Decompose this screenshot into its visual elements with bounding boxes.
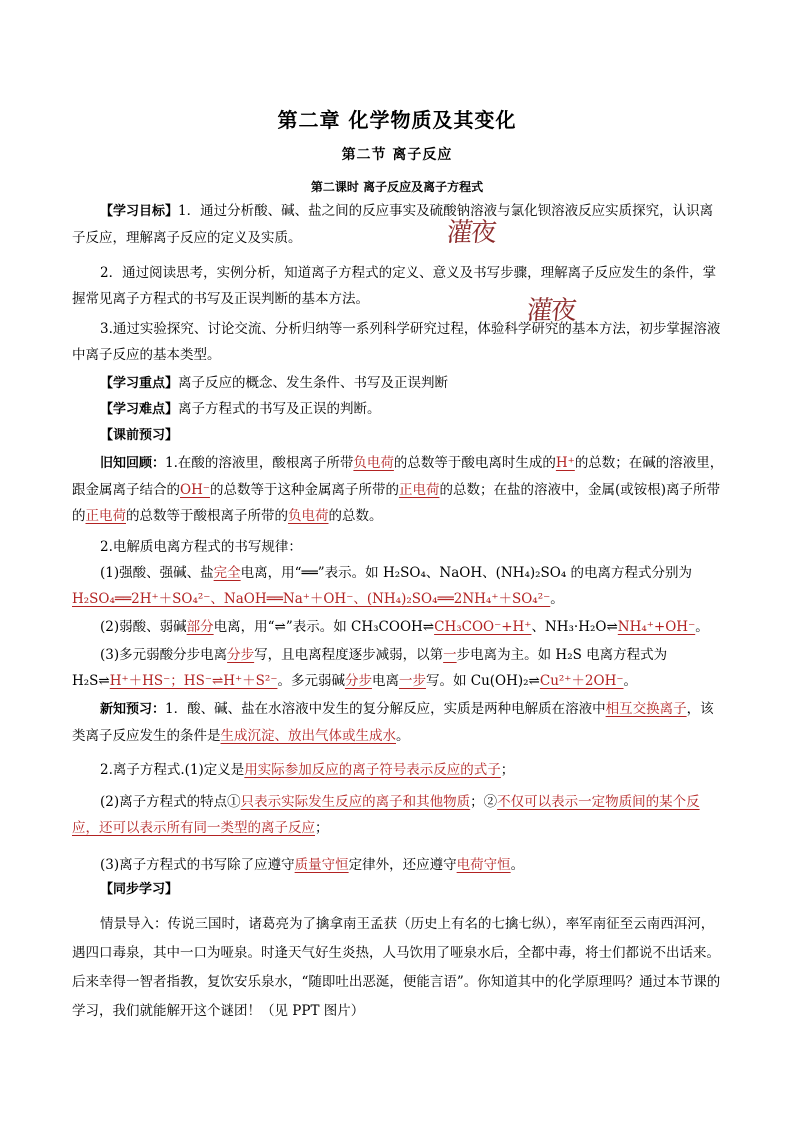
new-knowledge-2: 2.离子方程式.(1)定义是用实际参加反应的离子符号表示反应的式子； — [100, 762, 515, 778]
preview-tag: 【课前预习】 — [100, 428, 179, 443]
key-points: 【学习重点】离子反应的概念、发生条件、书写及正误判断 — [100, 375, 449, 391]
objectives-tag: 【学习目标】 — [100, 204, 179, 219]
section-title: 第二节 离子反应 — [341, 147, 453, 163]
objective-2: 2．通过阅读思考，实例分析，知道离子方程式的定义、意义及书写步骤，理解离子反应发生的条件，掌握常见离子方程式的书写及正误判断的基本方法。 — [72, 265, 717, 307]
handwriting-mark: 灌夜 — [525, 296, 577, 326]
review-item-2-1: (1)强酸、强碱、盐完全电离，用“══”表示。如 H₂SO₄、NaOH、(NH₄)₂SO₄ 的电离方程式分别为H₂SO₄══2H⁺＋SO₄²⁻、NaOH══Na⁺＋OH⁻、(NH₄)₂SO₄══2NH₄⁺＋SO₄²⁻。 — [72, 565, 693, 607]
new-knowledge-4: (3)离子方程式的书写除了应遵守质量守恒定律外，还应遵守电荷守恒。 — [100, 857, 525, 873]
lesson-title: 第二课时 离子反应及离子方程式 — [310, 180, 484, 194]
new-knowledge-1: 新知预习：1．酸、碱、盐在水溶液中发生的复分解反应，实质是两种电解质在溶液中相互交换离子，该类离子反应发生的条件是生成沉淀、放出气体或生成水。 — [72, 701, 714, 744]
review-item-2: 2.电解质电离方程式的书写规律： — [100, 539, 302, 555]
sync-tag: 【同步学习】 — [100, 882, 179, 897]
objective-1: 【学习目标】1．通过分析酸、碱、盐之间的反应事实及硫酸钠溶液与氯化钡溶液反应实质探究，认识离子反应，理解离子反应的定义及实质。 — [72, 203, 714, 246]
new-knowledge-3: (2)离子方程式的特点①只表示实际发生反应的离子和其他物质；②不仅可以表示一定物质间的某个反应，还可以表示所有同一类型的离子反应； — [72, 794, 700, 836]
sync-intro: 情景导入：传说三国时，诸葛亮为了擒拿南王孟获（历史上有名的七擒七纵），率军南征至云南西洱河，遇四口毒泉，其中一口为哑泉。时逢天气好生炎热，人马饮用了哑泉水后，全都中毒，将士们都说不出话来。后来幸得一智者指教，复饮安乐泉水，“随即吐出恶涎，便能言语”。你知道其中的化学原理吗？通过本节课的学习，我们就能解开这个谜团！（见 PPT 图片） — [72, 916, 721, 1019]
objective-3: 3.通过实验探究、讨论交流、分析归纳等一系列科学研究过程，体验科学研究的基本方法，初步掌握溶液中离子反应的基本类型。 — [72, 321, 721, 363]
handwriting-mark: 灌夜 — [445, 218, 497, 248]
chapter-title: 第二章 化学物质及其变化 — [277, 108, 517, 132]
review-item-2-2: (2)弱酸、弱碱部分电离，用“⇌”表示。如 CH₃COOH⇌CH₃COO⁻+H⁺、NH₃·H₂O⇌NH₄⁺+OH⁻。 — [100, 619, 709, 635]
review-item-1: 旧知回顾：1.在酸的溶液里，酸根离子所带负电荷的总数等于酸电离时生成的H⁺的总数；在碱的溶液里，跟金属离子结合的OH⁻的总数等于这种金属离子所带的正电荷的总数；在盐的溶液中，金属(或铵根)离子所带的正电荷的总数等于酸根离子所带的负电荷的总数。 — [72, 455, 724, 524]
review-item-2-3: (3)多元弱酸分步电离分步写，且电离程度逐步减弱，以第一步电离为主。如 H₂S 电离方程式为 H₂S⇌H⁺＋HS⁻；HS⁻⇌H⁺＋S²⁻。多元弱碱分步电离一步写。如 Cu(OH)₂⇌Cu²⁺＋2OH⁻。 — [72, 647, 668, 689]
difficulties: 【学习难点】离子方程式的书写及正误的判断。 — [100, 401, 381, 417]
